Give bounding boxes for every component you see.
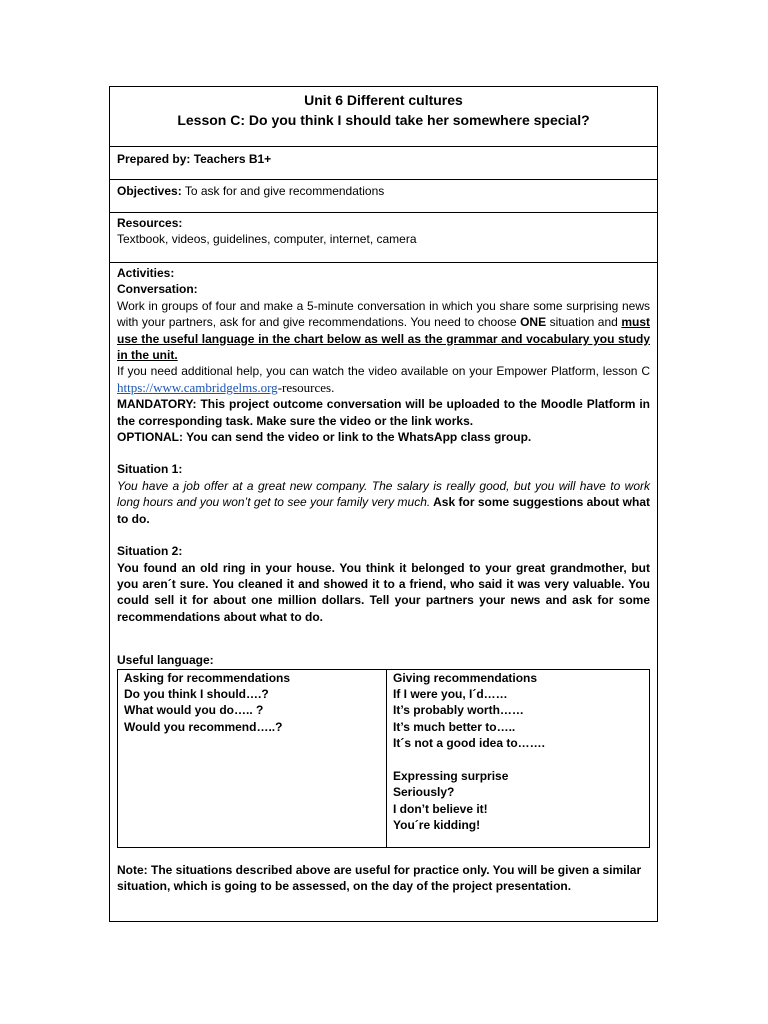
situation1-text (117, 478, 650, 527)
instructions-text-a: Work in groups of four and make a 5-minute conversation in which you share some surprising news with your partners, ask for and give recommendations. You need to choose (117, 298, 650, 330)
objectives-label: Objectives: (117, 184, 182, 198)
activities-section (110, 263, 657, 921)
resources-section (110, 213, 657, 263)
situation2-label: Situation 2: (117, 544, 183, 559)
asking-column (118, 669, 387, 847)
objectives-text: To ask for and give recommendations (181, 184, 385, 198)
asking-phrase: What would you do….. ? (124, 703, 264, 718)
giving-column (387, 669, 650, 847)
cambridge-link[interactable]: https://www.cambridgelms.org (117, 379, 278, 395)
situation2-body: You found an old ring in your house. You think it belonged to your great grandmother, but you aren´t sure. You cleaned it and showed it to a friend, who said it was very valuable. You could sell it for about one million dollars. Tell your partners your news and ask for some recommendations about what to do. (117, 560, 650, 624)
unit-title: Unit 6 Different cultures (304, 92, 463, 108)
useful-language-table (117, 669, 650, 848)
note-paragraph (117, 862, 650, 895)
giving-heading: Giving recommendations (393, 670, 538, 685)
prepared-by: Prepared by: Teachers B1+ (117, 152, 272, 166)
optional-label: OPTIONAL: (117, 430, 183, 445)
help-resources: -resources. (277, 379, 335, 395)
resources-text: Textbook, videos, guidelines, computer, internet, camera (117, 232, 417, 247)
giving-phrase: It’s probably worth…… (393, 703, 524, 718)
situation2-text (117, 560, 650, 626)
optional-paragraph (117, 429, 650, 445)
conversation-instructions (117, 298, 650, 364)
surprise-heading: Expressing surprise (393, 768, 509, 783)
situation1-ask: Ask for some suggestions about what to do. (117, 495, 650, 526)
title-section (110, 87, 657, 147)
giving-phrase: If I were you, I´d…… (393, 686, 508, 701)
mandatory-paragraph (117, 396, 650, 429)
conversation-label: Conversation: (117, 282, 198, 297)
mandatory-text: MANDATORY: This project outcome conversation will be uploaded to the Moodle Platform in the corresponding task. Make sure the video or the link works. (117, 397, 650, 428)
objectives-section (110, 180, 657, 213)
resources-label: Resources: (117, 216, 183, 230)
situation1-label: Situation 1: (117, 462, 183, 477)
instructions-text-b: situation and (546, 315, 622, 330)
giving-phrase: It’s much better to….. (393, 719, 516, 734)
situation1-italic: You have a job offer at a great new company. The salary is really good, but you will have to work long hours and you won’t get to see your family very much. (117, 478, 650, 510)
spacer (393, 752, 643, 768)
spacer (117, 625, 650, 652)
asking-phrase: Would you recommend…..? (124, 719, 283, 734)
spacer (117, 527, 650, 543)
useful-language-label: Useful language: (117, 653, 214, 668)
instructions-underlined: must use the useful language in the chart below as well as the grammar and vocabulary you study in the unit. (117, 315, 651, 363)
optional-text: You can send the video or link to the WhatsApp class group. (183, 430, 532, 445)
activities-label: Activities: (117, 266, 175, 280)
spacer (117, 445, 650, 461)
note-text: Note: The situations described above are useful for practice only. You will be given a similar situation, which is going to be assessed, on the day of the project presentation. (117, 862, 642, 893)
lesson-title: Lesson C: Do you think I should take her somewhere special? (177, 112, 590, 128)
one-emphasis: ONE (520, 315, 547, 330)
surprise-phrase: You´re kidding! (393, 818, 481, 833)
prepared-section (110, 147, 657, 180)
giving-phrase: It´s not a good idea to……. (393, 736, 545, 751)
help-paragraph (117, 363, 650, 396)
asking-phrase: Do you think I should….? (124, 686, 269, 701)
surprise-phrase: I don’t believe it! (393, 801, 488, 816)
asking-heading: Asking for recommendations (124, 670, 291, 685)
lesson-sheet (109, 86, 658, 922)
surprise-phrase: Seriously? (393, 785, 455, 800)
help-text: If you need additional help, you can watch the video available on your Empower Platform, lesson C (117, 364, 650, 379)
